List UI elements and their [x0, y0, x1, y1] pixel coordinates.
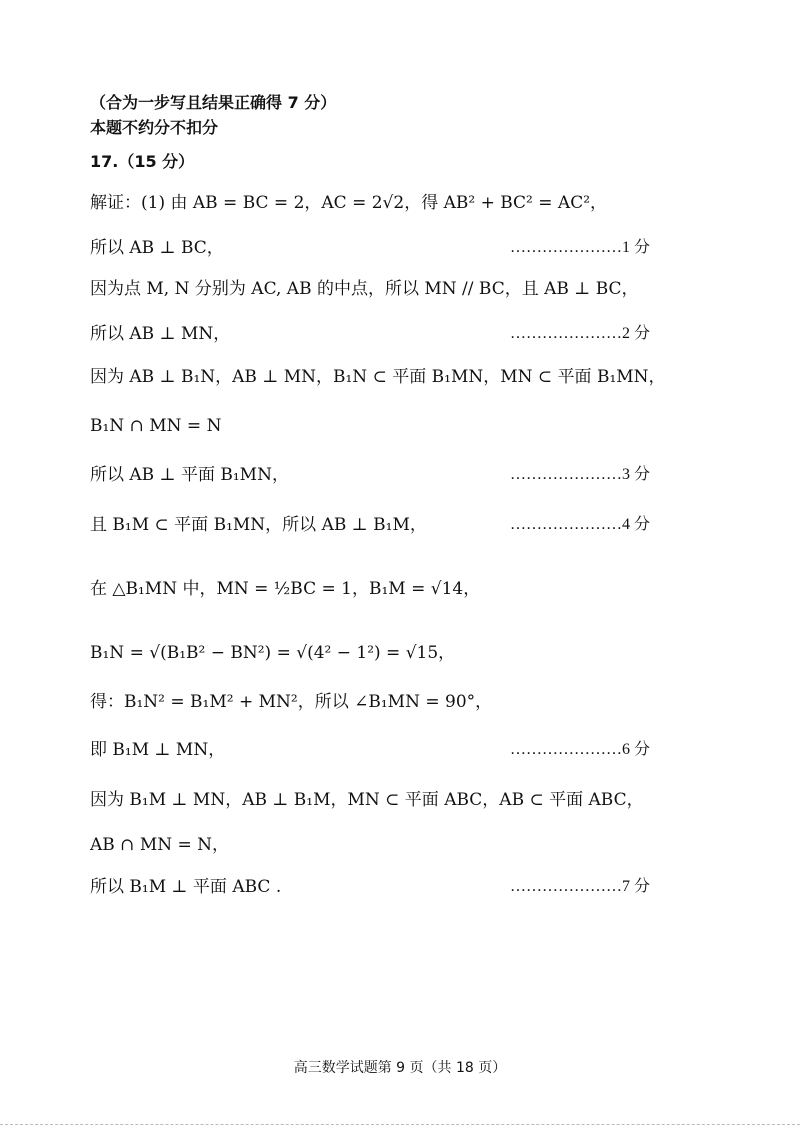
- score-mark: …………………7 分: [509, 878, 650, 895]
- solution-text: 所以 AB ⊥ MN，: [90, 324, 231, 344]
- solution-text: 因为 AB ⊥ B₁N，AB ⊥ MN，B₁N ⊂ 平面 B₁MN，MN ⊂ 平面 B₁MN，: [90, 367, 666, 387]
- solution-text: 得：B₁N² = B₁M² + MN²，所以 ∠B₁MN = 90°，: [90, 692, 493, 712]
- solution-text: 所以 AB ⊥ 平面 B₁MN，: [90, 465, 289, 485]
- page-footer: 高三数学试题第 9 页（共 18 页）: [293, 1060, 507, 1076]
- solution-text: 所以 AB ⊥ BC，: [90, 238, 224, 258]
- solution-line-7: [90, 463, 650, 487]
- solution-line-13: [90, 788, 650, 812]
- solution-line-3: [90, 277, 650, 301]
- solution-line-12: [90, 738, 650, 762]
- solution-line-14: [90, 833, 650, 857]
- solution-text: 且 B₁M ⊂ 平面 B₁MN，所以 AB ⊥ B₁M，: [90, 515, 427, 535]
- score-mark: …………………1 分: [509, 239, 650, 256]
- solution-text: 因为点 M, N 分别为 AC, AB 的中点，所以 MN // BC，且 AB ⊥ BC，: [90, 279, 639, 299]
- solution-text: 所以 B₁M ⊥ 平面 ABC .: [90, 877, 282, 897]
- solution-line-6: [90, 414, 650, 438]
- solution-text: AB ∩ MN = N，: [90, 835, 230, 855]
- solution-line-1: [90, 191, 650, 215]
- solution-text: 因为 B₁M ⊥ MN，AB ⊥ B₁M，MN ⊂ 平面 ABC，AB ⊂ 平面 ABC，: [90, 790, 644, 810]
- solution-text: B₁N ∩ MN = N: [90, 416, 222, 436]
- solution-line-11: [90, 690, 650, 714]
- note-paren: （合为一步写且结果正确得 7 分）: [90, 93, 337, 112]
- solution-text: 在 △B₁MN 中，MN = ½BC = 1，B₁M = √14，: [90, 579, 481, 599]
- problem-title: 17.（15 分）: [90, 152, 195, 171]
- solution-line-5: [90, 365, 666, 389]
- score-mark: …………………3 分: [509, 466, 650, 483]
- solution-line-9: [90, 577, 650, 601]
- solution-line-10: [90, 641, 650, 665]
- solution-text: 解证：(1) 由 AB = BC = 2，AC = 2√2，得 AB² + BC² = AC²，: [90, 193, 608, 213]
- score-mark: …………………2 分: [509, 325, 650, 342]
- solution-line-4: [90, 322, 650, 346]
- page-divider: [0, 1124, 800, 1125]
- score-mark: …………………6 分: [509, 741, 650, 758]
- solution-line-15: [90, 875, 650, 899]
- solution-line-8: [90, 513, 650, 537]
- solution-line-2: [90, 236, 650, 260]
- note-rule: 本题不约分不扣分: [90, 118, 219, 137]
- solution-text: B₁N = √(B₁B² − BN²) = √(4² − 1²) = √15，: [90, 643, 456, 663]
- solution-text: 即 B₁M ⊥ MN，: [90, 740, 226, 760]
- score-mark: …………………4 分: [509, 516, 650, 533]
